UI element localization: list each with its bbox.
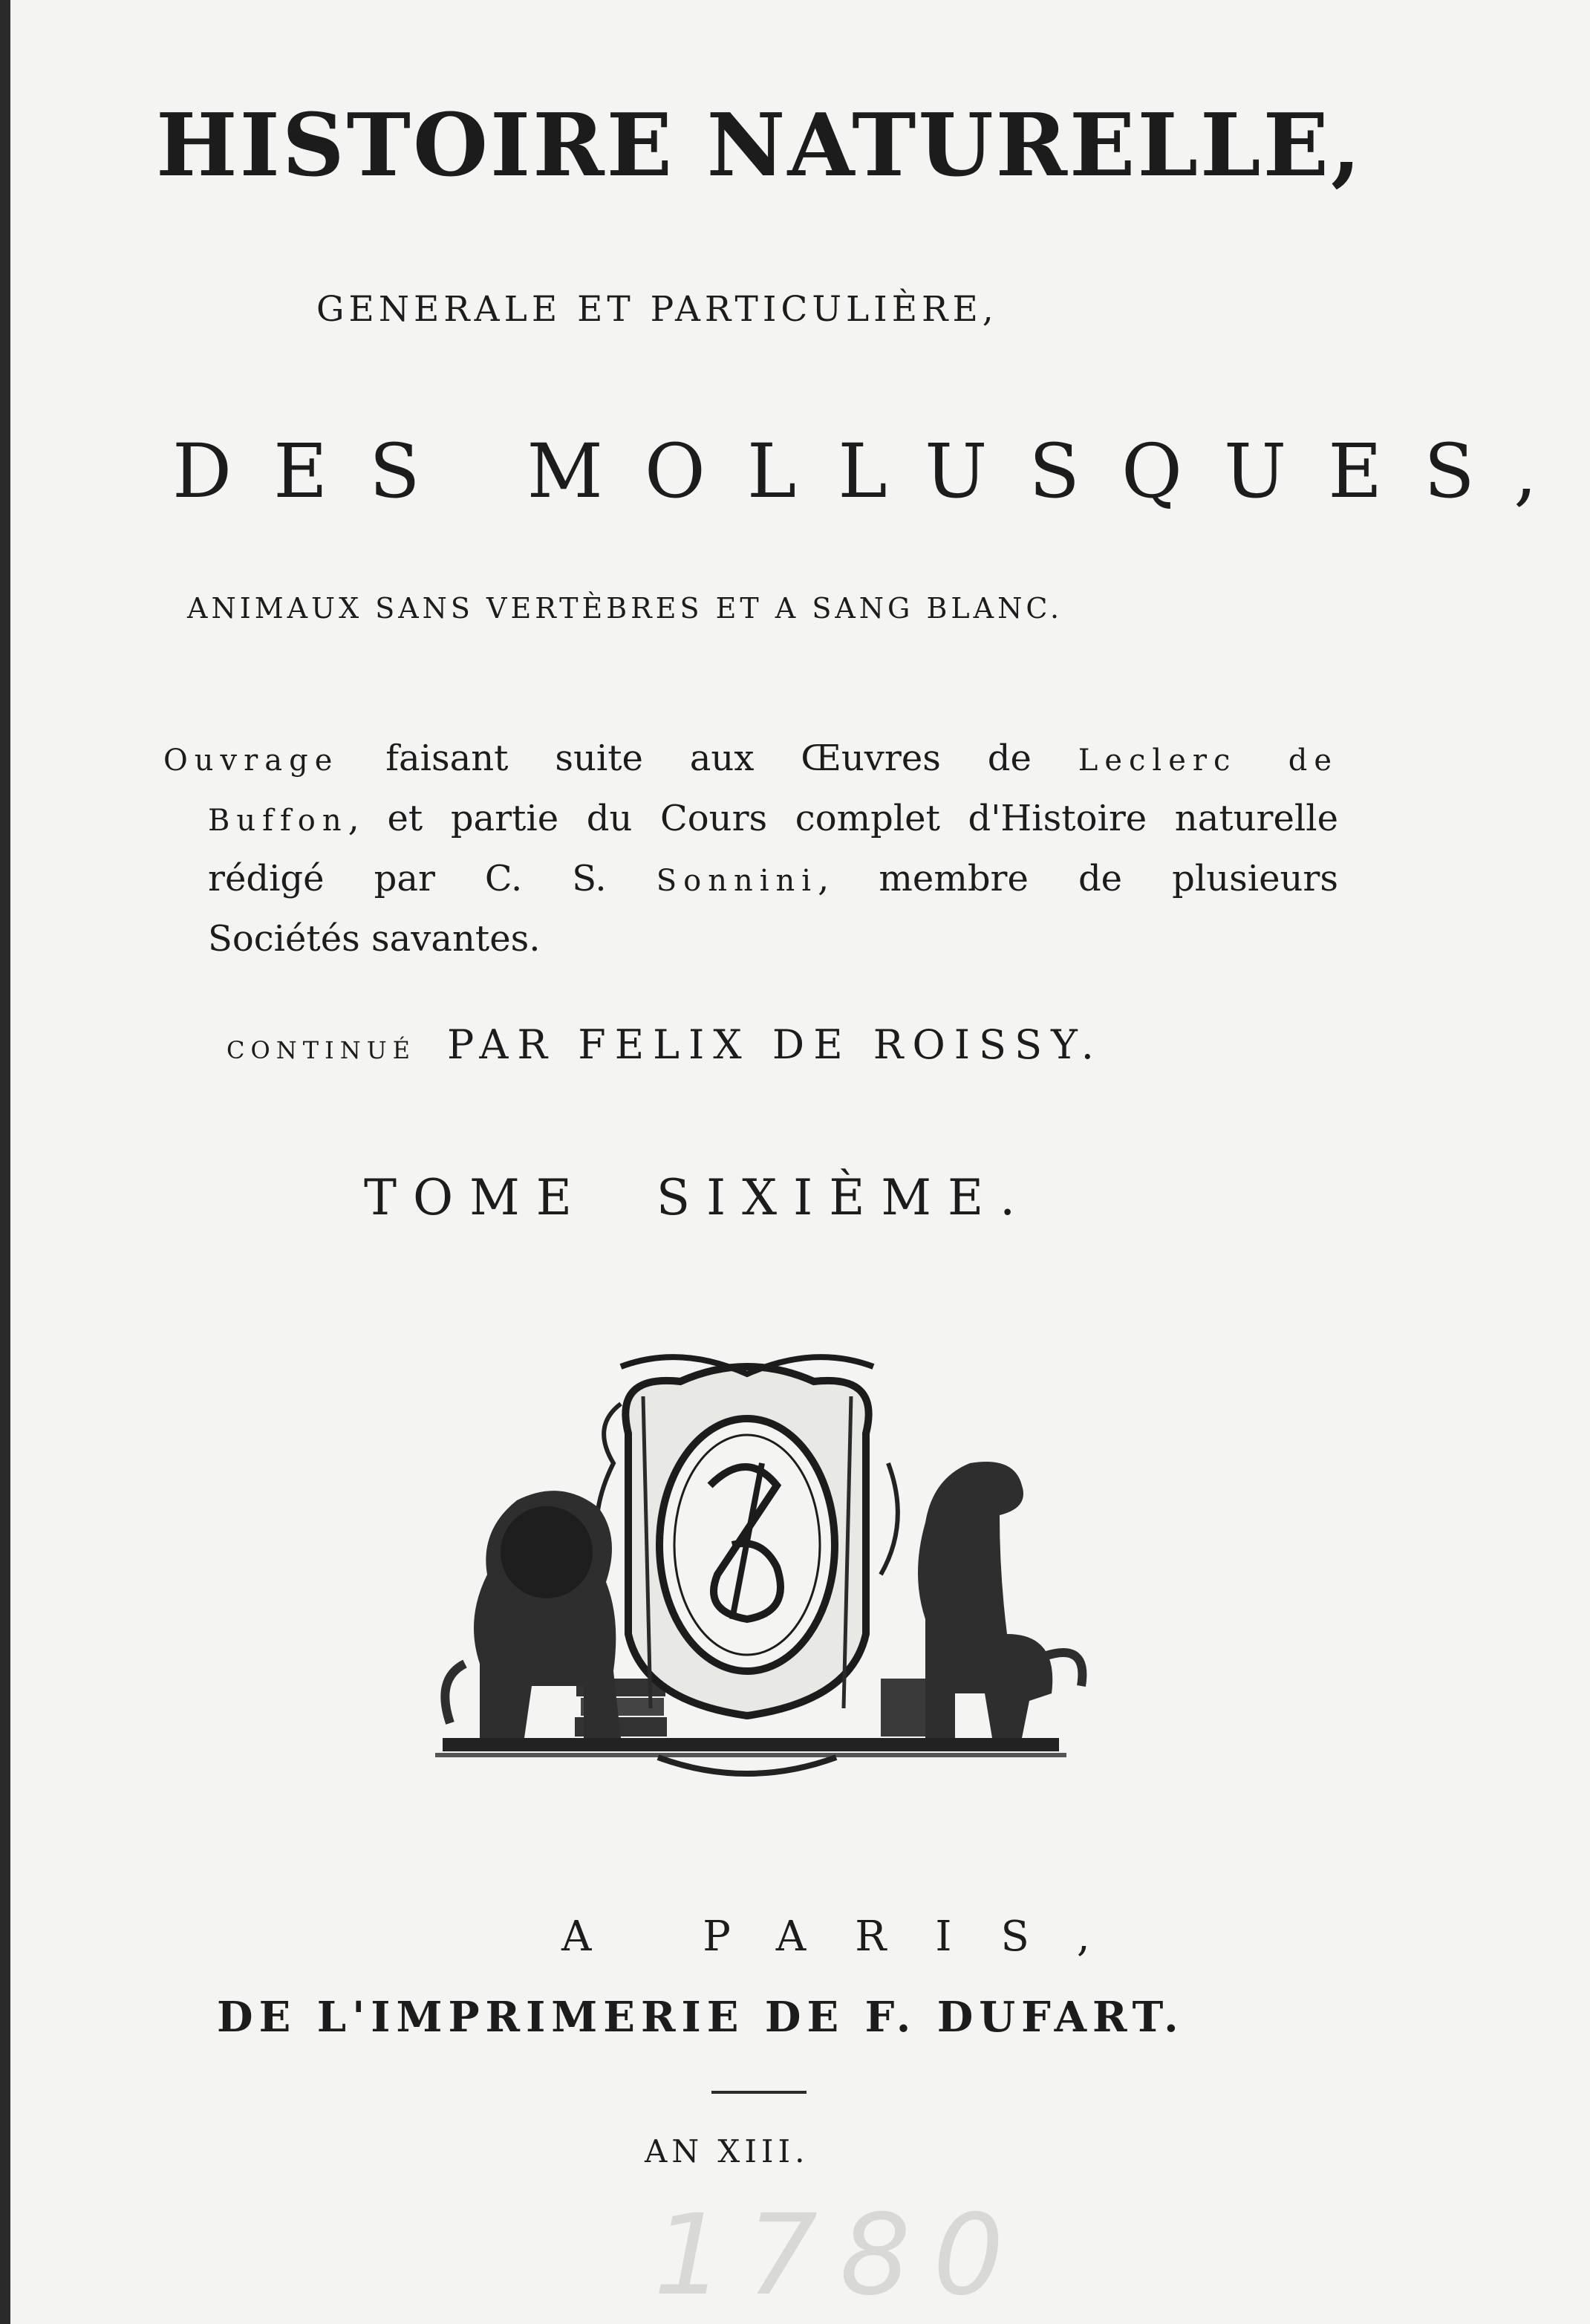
work-line-4: Sociétés savantes. (208, 918, 541, 960)
printer-vignette-lion-dog-monogram (435, 1352, 1133, 1797)
author-name: PAR FELIX DE ROISSY. (447, 1021, 1103, 1068)
volume-label: TOME SIXIÈME. (364, 1169, 1032, 1226)
continued-label: CONTINUÉ (227, 1036, 417, 1064)
work-description (163, 729, 1338, 968)
continued-by (227, 1021, 1103, 1068)
handwritten-pencil-note: 1780 (654, 2191, 1026, 2320)
place-of-publication: A PARIS, (561, 1913, 1139, 1961)
subject-description: ANIMAUX SANS VERTÈBRES ET A SANG BLANC. (187, 592, 1063, 625)
book-subtitle: GENERALE ET PARTICULIÈRE, (316, 289, 998, 330)
printer-imprint: DE L'IMPRIMERIE DE F. DUFART. (217, 1993, 1185, 2042)
page-edge (0, 0, 10, 2324)
date-rule (711, 2091, 807, 2094)
book-subject: DES MOLLUSQUES, (172, 428, 1579, 515)
work-line-3: rédigé par C. S. Sonnini, membre de plusieurs (208, 858, 1338, 899)
work-line-2: Buffon, et partie du Cours complet d'Histoire naturelle (208, 798, 1338, 839)
publication-date: AN XIII. (645, 2133, 809, 2170)
work-line-1: Ouvrage faisant suite aux Œuvres de Leclerc de (163, 738, 1338, 779)
book-title: HISTOIRE NATURELLE, (156, 95, 1363, 196)
